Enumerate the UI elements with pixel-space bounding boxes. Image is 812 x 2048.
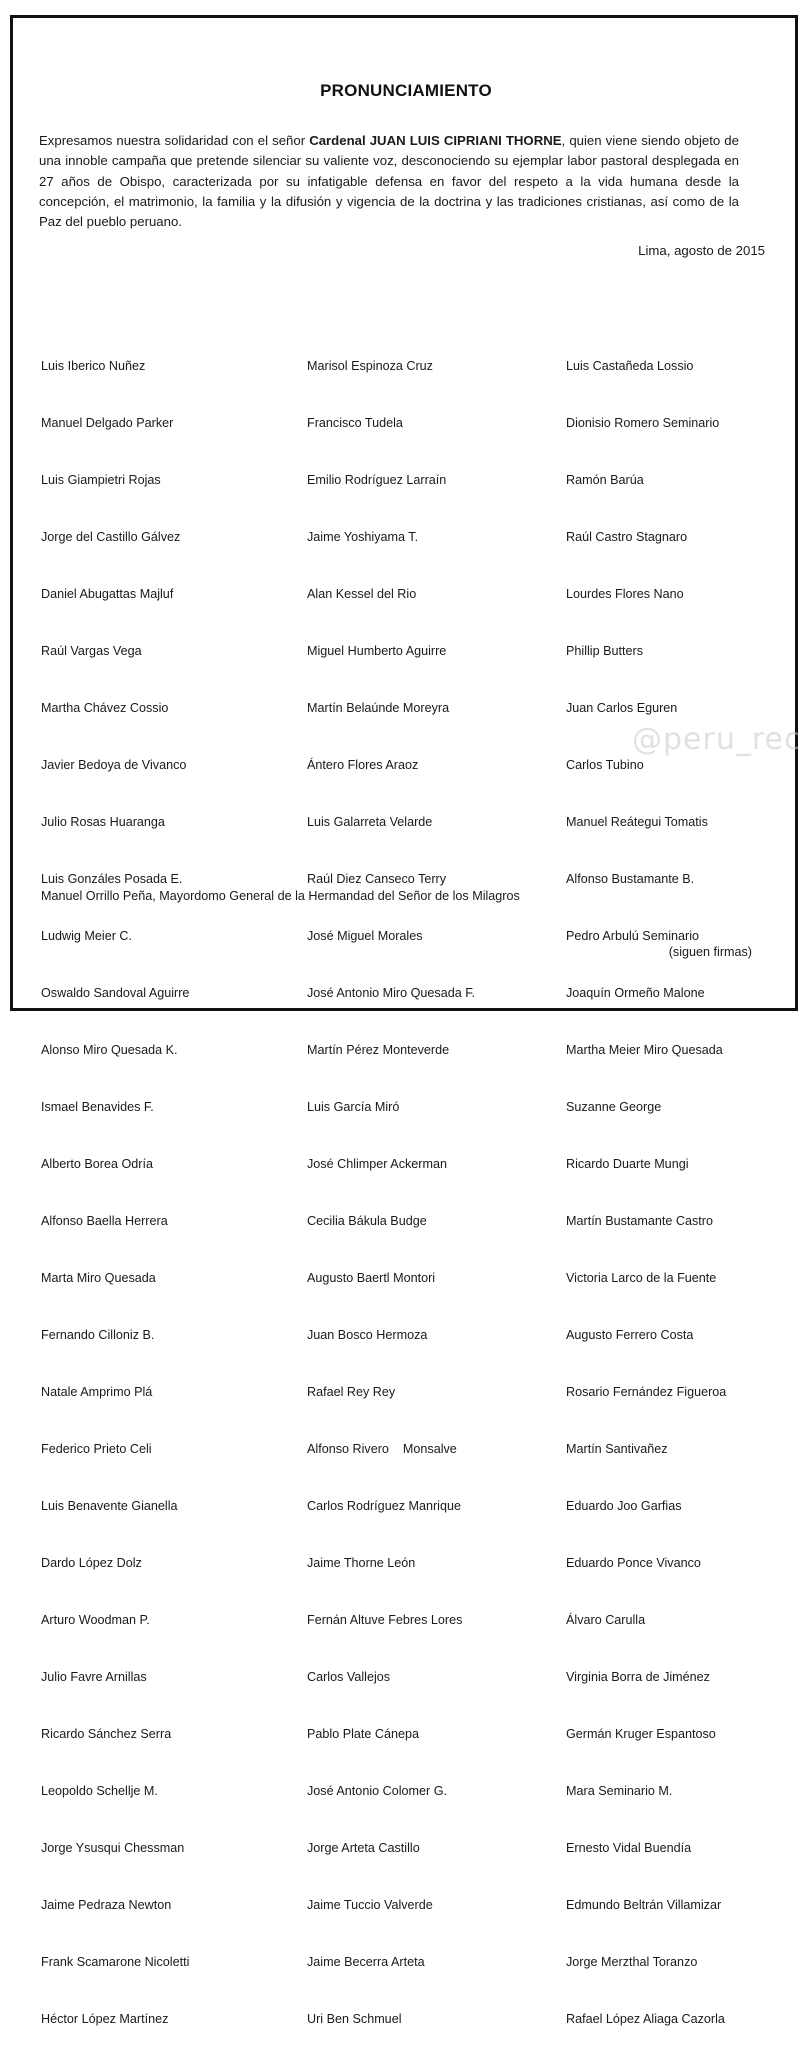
signature-name: Jaime Thorne León (307, 1556, 416, 1570)
signature-name: Luis Benavente Gianella (41, 1499, 178, 1513)
signature-name: Jorge Arteta Castillo (307, 1841, 420, 1855)
signature-name: Uri Ben Schmuel (307, 2012, 402, 2026)
signature-name: Luis Gonzáles Posada E. (41, 872, 183, 886)
signature-name: Arturo Woodman P. (41, 1613, 150, 1627)
signature-name: Germán Kruger Espantoso (566, 1727, 716, 1741)
signature-name: Rafael López Aliaga Cazorla (566, 2012, 725, 2026)
signature-name: Cecilia Bákula Budge (307, 1214, 427, 1228)
signature-name: Victoria Larco de la Fuente (566, 1271, 717, 1285)
signature-name: José Chlimper Ackerman (307, 1157, 447, 1171)
signature-name: Ántero Flores Araoz (307, 758, 419, 772)
signature-name: Jorge Ysusqui Chessman (41, 1841, 185, 1855)
signature-name: Manuel Delgado Parker (41, 416, 174, 430)
signature-name: Lourdes Flores Nano (566, 587, 684, 601)
signature-name: Ricardo Duarte Mungi (566, 1157, 689, 1171)
signature-name: Dardo López Dolz (41, 1556, 142, 1570)
signature-name: Pedro Arbulú Seminario (566, 929, 700, 943)
signature-name: Juan Carlos Eguren (566, 701, 678, 715)
signature-name: Rafael Rey Rey (307, 1385, 396, 1399)
signature-name: Jorge Merzthal Toranzo (566, 1955, 698, 1969)
signature-name: Fernando Cilloniz B. (41, 1328, 155, 1342)
signature-name: Raúl Castro Stagnaro (566, 530, 688, 544)
signature-name: Martín Belaúnde Moreyra (307, 701, 450, 715)
signature-name: Martha Chávez Cossio (41, 701, 169, 715)
signatures-column-1 (41, 319, 189, 2048)
signature-name: Alberto Borea Odría (41, 1157, 154, 1171)
signature-name: Ismael Benavides F. (41, 1100, 154, 1114)
signature-name: Jorge del Castillo Gálvez (41, 530, 181, 544)
signature-name: Eduardo Joo Garfias (566, 1499, 682, 1513)
document-title: PRONUNCIAMIENTO (320, 81, 492, 101)
signature-name: Pablo Plate Cánepa (307, 1727, 420, 1741)
signature-name: Edmundo Beltrán Villamizar (566, 1898, 722, 1912)
signature-name: Jaime Pedraza Newton (41, 1898, 172, 1912)
signature-name: Ludwig Meier C. (41, 929, 132, 943)
signatures-continue-note: (siguen firmas) (668, 945, 752, 959)
signature-name: Luis Castañeda Lossio (566, 359, 694, 373)
signature-name: Suzanne George (566, 1100, 662, 1114)
signature-name: Manuel Reátegui Tomatis (566, 815, 708, 829)
intro-text-start: Expresamos nuestra solidaridad con el señor (39, 133, 310, 149)
signature-name: Marta Miro Quesada (41, 1271, 156, 1285)
signature-name: Ricardo Sánchez Serra (41, 1727, 172, 1741)
signature-name: Ernesto Vidal Buendía (566, 1841, 692, 1855)
signature-name: Alan Kessel del Rio (307, 587, 417, 601)
signature-name: Frank Scamarone Nicoletti (41, 1955, 190, 1969)
intro-text-end: , quien viene siendo objeto de una innoble campaña que pretende silenciar su valiente voz, desconociendo su ejemplar labor pastoral desplegada en 27 años de Obispo, caracterizada por su infatigable defensa en favor del respeto a la vida humana desde la concepción, el matrimonio, la familia y la difusión y vigencia de la doctrina y las tradiciones cristianas, así como de la Paz del pueblo peruano. (39, 133, 739, 229)
signature-name: Rosario Fernández Figueroa (566, 1385, 727, 1399)
signature-name: Mara Seminario M. (566, 1784, 673, 1798)
signature-name: Alfonso Bustamante B. (566, 872, 695, 886)
footer-signature: Manuel Orrillo Peña, Mayordomo General de la Hermandad del Señor de los Milagros (41, 889, 520, 903)
signature-name: Miguel Humberto Aguirre (307, 644, 447, 658)
signature-name: Emilio Rodríguez Larraín (307, 473, 447, 487)
signature-name: Marisol Espinoza Cruz (307, 359, 433, 373)
signature-name: Alfonso Rivero Monsalve (307, 1442, 457, 1456)
signature-name: Javier Bedoya de Vivanco (41, 758, 187, 772)
signature-name: Natale Amprimo Plá (41, 1385, 153, 1399)
watermark: @peru_rec (632, 722, 802, 757)
signatures-column-3 (566, 319, 726, 2048)
signature-name: Ramón Barúa (566, 473, 644, 487)
signature-name: Álvaro Carulla (566, 1613, 646, 1627)
signature-name: Raúl Vargas Vega (41, 644, 142, 658)
signature-name: Joaquín Ormeño Malone (566, 986, 705, 1000)
signature-name: Federico Prieto Celi (41, 1442, 152, 1456)
signature-name: Carlos Rodríguez Manrique (307, 1499, 461, 1513)
signature-name: Francisco Tudela (307, 416, 403, 430)
signature-name: Martín Bustamante Castro (566, 1214, 713, 1228)
intro-paragraph (39, 131, 739, 232)
place-date: Lima, agosto de 2015 (638, 243, 765, 258)
signature-name: Jaime Tuccio Valverde (307, 1898, 433, 1912)
signature-name: Martha Meier Miro Quesada (566, 1043, 723, 1057)
signature-name: Julio Rosas Huaranga (41, 815, 165, 829)
signature-name: Carlos Tubino (566, 758, 644, 772)
signatures-column-2 (307, 319, 475, 2048)
signature-name: Augusto Ferrero Costa (566, 1328, 694, 1342)
intro-cardinal-name: Cardenal JUAN LUIS CIPRIANI THORNE (309, 133, 562, 149)
signature-name: Alfonso Baella Herrera (41, 1214, 168, 1228)
signature-name: Luis Galarreta Velarde (307, 815, 433, 829)
signature-name: Luis Iberico Nuñez (41, 359, 146, 373)
signature-name: Luis Giampietri Rojas (41, 473, 161, 487)
signature-name: Juan Bosco Hermoza (307, 1328, 428, 1342)
signature-name: Dionisio Romero Seminario (566, 416, 720, 430)
signature-name: Martín Pérez Monteverde (307, 1043, 450, 1057)
signature-name: Luis García Miró (307, 1100, 400, 1114)
signature-name: Augusto Baertl Montori (307, 1271, 436, 1285)
signature-name: Alonso Miro Quesada K. (41, 1043, 178, 1057)
signature-name: Fernán Altuve Febres Lores (307, 1613, 463, 1627)
signature-name: José Antonio Colomer G. (307, 1784, 448, 1798)
signature-name: Julio Favre Arnillas (41, 1670, 147, 1684)
signature-name: Oswaldo Sandoval Aguirre (41, 986, 190, 1000)
signature-name: José Antonio Miro Quesada F. (307, 986, 476, 1000)
signature-name: Phillip Butters (566, 644, 643, 658)
signature-name: Martín Santivañez (566, 1442, 668, 1456)
signature-name: José Miguel Morales (307, 929, 423, 943)
signature-name: Eduardo Ponce Vivanco (566, 1556, 701, 1570)
signature-name: Jaime Becerra Arteta (307, 1955, 425, 1969)
signature-name: Carlos Vallejos (307, 1670, 391, 1684)
signature-name: Raúl Diez Canseco Terry (307, 872, 447, 886)
signature-name: Jaime Yoshiyama T. (307, 530, 419, 544)
signature-name: Daniel Abugattas Majluf (41, 587, 174, 601)
signature-name: Leopoldo Schellje M. (41, 1784, 158, 1798)
signature-name: Virginia Borra de Jiménez (566, 1670, 710, 1684)
signature-name: Héctor López Martínez (41, 2012, 169, 2026)
